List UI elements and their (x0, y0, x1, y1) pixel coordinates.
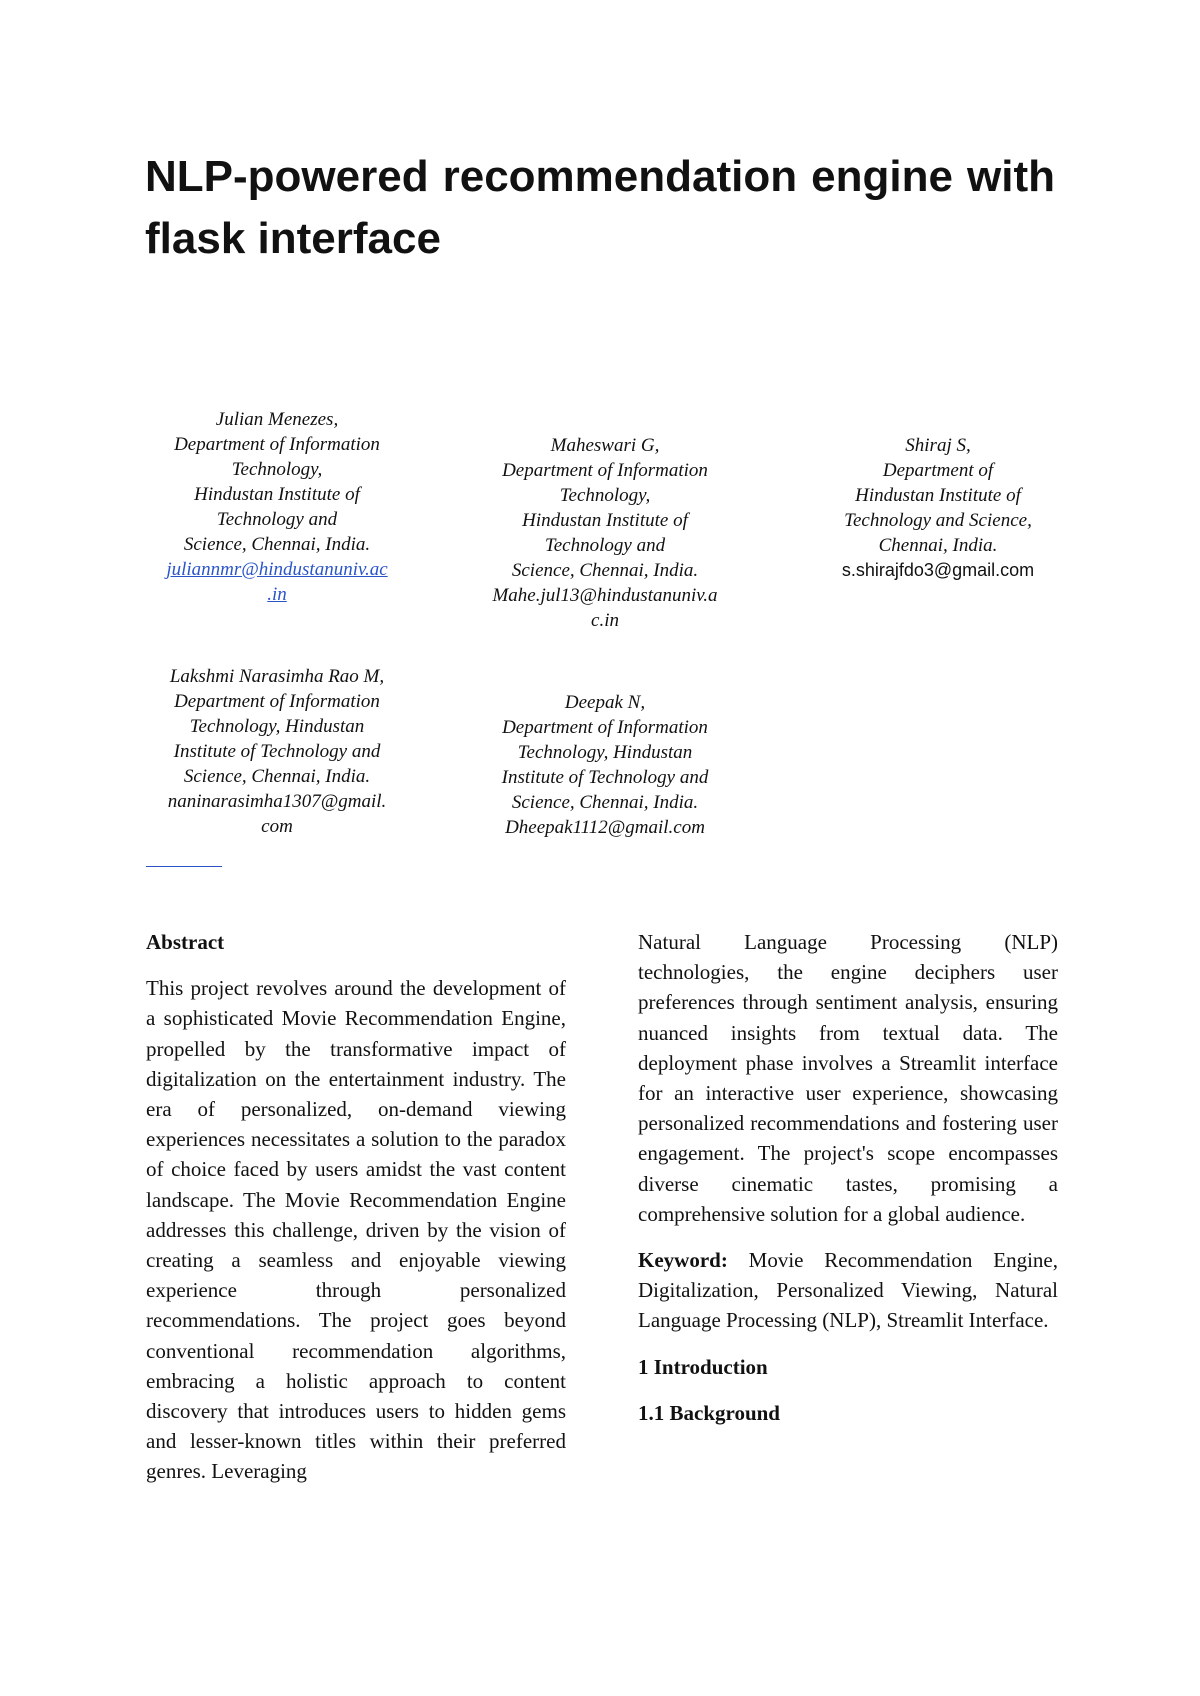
author-email-link[interactable]: .in (267, 584, 287, 605)
section-heading-background: 1.1 Background (638, 1400, 780, 1425)
author-name: Deepak N, (564, 692, 646, 713)
author-affiliation: Department of Information (174, 691, 380, 712)
keywords-paragraph (638, 1245, 1058, 1336)
author-affiliation: Department of Information (502, 717, 708, 738)
author-affiliation: Science, Chennai, India. (183, 766, 371, 787)
section-heading-introduction: 1 Introduction (638, 1354, 768, 1379)
author-affiliation: Chennai, India. (878, 535, 998, 556)
author-email: Dheepak1112@gmail.com (505, 817, 705, 838)
author-block-3 (804, 433, 1072, 583)
right-column (638, 927, 1058, 1444)
author-email: s.shirajfdo3@gmail.com (841, 560, 1035, 580)
author-affiliation: Hindustan Institute of (855, 485, 1021, 506)
keywords-label: Keyword: (638, 1248, 728, 1273)
author-email: naninarasimha1307@gmail. (167, 791, 387, 812)
author-affiliation: Science, Chennai, India. (511, 560, 699, 581)
author-affiliation: Technology and (216, 509, 338, 530)
author-affiliation: Technology, (559, 485, 651, 506)
author-affiliation: Hindustan Institute of (522, 510, 688, 531)
author-affiliation: Hindustan Institute of (194, 484, 360, 505)
left-column (146, 927, 566, 1503)
author-email: Mahe.jul13@hindustanuniv.a (492, 585, 718, 606)
abstract-paragraph-part-2: Natural Language Processing (NLP) technologies, the engine deciphers user preferences through sentiment analysis, ensuring nuanced insights from textual data. The deployment phase involves a Streamlit interface for an interactive user experience, showcasing personalized recommendations and fostering user engagement. The project's scope encompasses diverse cinematic tastes, promising a comprehensive solution for a global audience. (638, 930, 1058, 1226)
author-name: Shiraj S, (905, 435, 971, 456)
author-email: c.in (591, 610, 619, 631)
abstract-heading: Abstract (146, 930, 225, 954)
paper-title: NLP-powered recommendation engine with flask interface (145, 152, 1055, 263)
author-email-link[interactable]: juliannmr@hindustanuniv.ac (166, 559, 388, 580)
author-affiliation: Department of (882, 460, 994, 481)
abstract-paragraph-part-1: This project revolves around the development of a sophisticated Movie Recommendation Engine, propelled by the transformative impact of digitalization on the entertainment industry. The era of personalized, on-demand viewing experiences necessitates a solution to the paradox of choice faced by users amidst the vast content landscape. The Movie Recommendation Engine addresses this challenge, driven by the vision of creating a seamless and enjoyable viewing experience through personalized recommendations. The project goes beyond conventional recommendation algorithms, embracing a holistic approach to content discovery that introduces users to hidden gems and lesser-known titles within their preferred genres. Leveraging (146, 976, 566, 1484)
author-affiliation: Department of Information (174, 434, 380, 455)
author-affiliation: Department of Information (502, 460, 708, 481)
keywords-text: Movie Recommendation Engine, Digitalization, Personalized Viewing, Natural Language Processing (NLP), Streamlit Interface. (638, 1248, 1058, 1333)
author-block-2 (474, 433, 736, 633)
author-affiliation: Technology, Hindustan (189, 716, 365, 737)
author-block-5 (474, 690, 736, 840)
author-affiliation: Science, Chennai, India. (183, 534, 371, 555)
author-block-4 (146, 664, 408, 839)
author-name: Julian Menezes, (215, 409, 339, 430)
author-affiliation: Institute of Technology and (501, 767, 709, 788)
author-affiliation: Technology and (544, 535, 666, 556)
author-affiliation: Science, Chennai, India. (511, 792, 699, 813)
author-block-1 (146, 407, 408, 607)
author-affiliation: Technology, (231, 459, 323, 480)
author-affiliation: Institute of Technology and (173, 741, 381, 762)
author-name: Maheswari G, (550, 435, 660, 456)
author-email: com (261, 816, 293, 837)
author-affiliation: Technology, Hindustan (517, 742, 693, 763)
footnote-divider (146, 866, 222, 867)
author-name: Lakshmi Narasimha Rao M, (169, 666, 385, 687)
author-affiliation: Technology and Science, (844, 510, 1032, 531)
